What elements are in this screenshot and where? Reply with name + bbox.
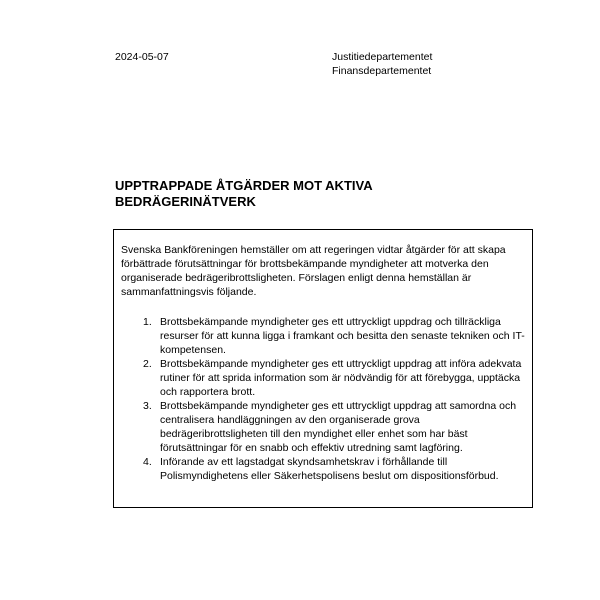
document-title: [115, 178, 515, 210]
proposal-number: 1.: [143, 316, 152, 328]
document-date: 2024-05-07: [115, 51, 169, 63]
proposal-item: [121, 357, 526, 399]
proposal-text: Brottsbekämpande myndigheter ges ett uttryckligt uppdrag och tillräckliga resurser för att kunna ligga i framkant och besitta den senaste tekniken och IT-kompetensen.: [160, 316, 525, 356]
proposal-number: 2.: [143, 358, 152, 370]
proposal-item: [121, 315, 526, 357]
recipient-justice-department: Justitiedepartementet: [332, 51, 433, 63]
recipient-finance-department: Finansdepartementet: [332, 65, 432, 77]
proposal-item: [121, 455, 526, 483]
proposal-text: Införande av ett lagstadgat skyndsamhetskrav i förhållande till Polismyndighetens eller Säkerhetspolisens beslut om dispositionsförbud.: [160, 456, 499, 482]
proposal-number: 4.: [143, 456, 152, 468]
proposal-list: [121, 315, 526, 483]
summary-intro: Svenska Bankföreningen hemställer om att regeringen vidtar åtgärder för att skapa förbättrade förutsättningar för brottsbekämpande myndigheter att motverka den organiserade bedrägeribrottsligheten. Förslagen enligt denna hemställan är sammanfattningsvis följande.: [121, 244, 506, 298]
recipient-departments: [332, 50, 432, 78]
document-title-line-1: UPPTRAPPADE ÅTGÄRDER MOT AKTIVA: [115, 178, 373, 193]
proposal-text: Brottsbekämpande myndigheter ges ett uttryckligt uppdrag att samordna och centralisera handläggningen av den organiserade grova bedrägeribrottsligheten till den myndighet eller enhet som har bäst förutsättningar för en snabb och effektiv utredning samt lagföring.: [160, 400, 517, 454]
document-title-line-2: BEDRÄGERINÄTVERK: [115, 194, 256, 209]
summary-box: [113, 229, 533, 508]
proposal-number: 3.: [143, 400, 152, 412]
proposal-text: Brottsbekämpande myndigheter ges ett uttryckligt uppdrag att införa adekvata rutiner för att sprida information som är nödvändig för att förebygga, upptäcka och rapportera brott.: [160, 358, 522, 398]
proposal-item: [121, 399, 526, 455]
